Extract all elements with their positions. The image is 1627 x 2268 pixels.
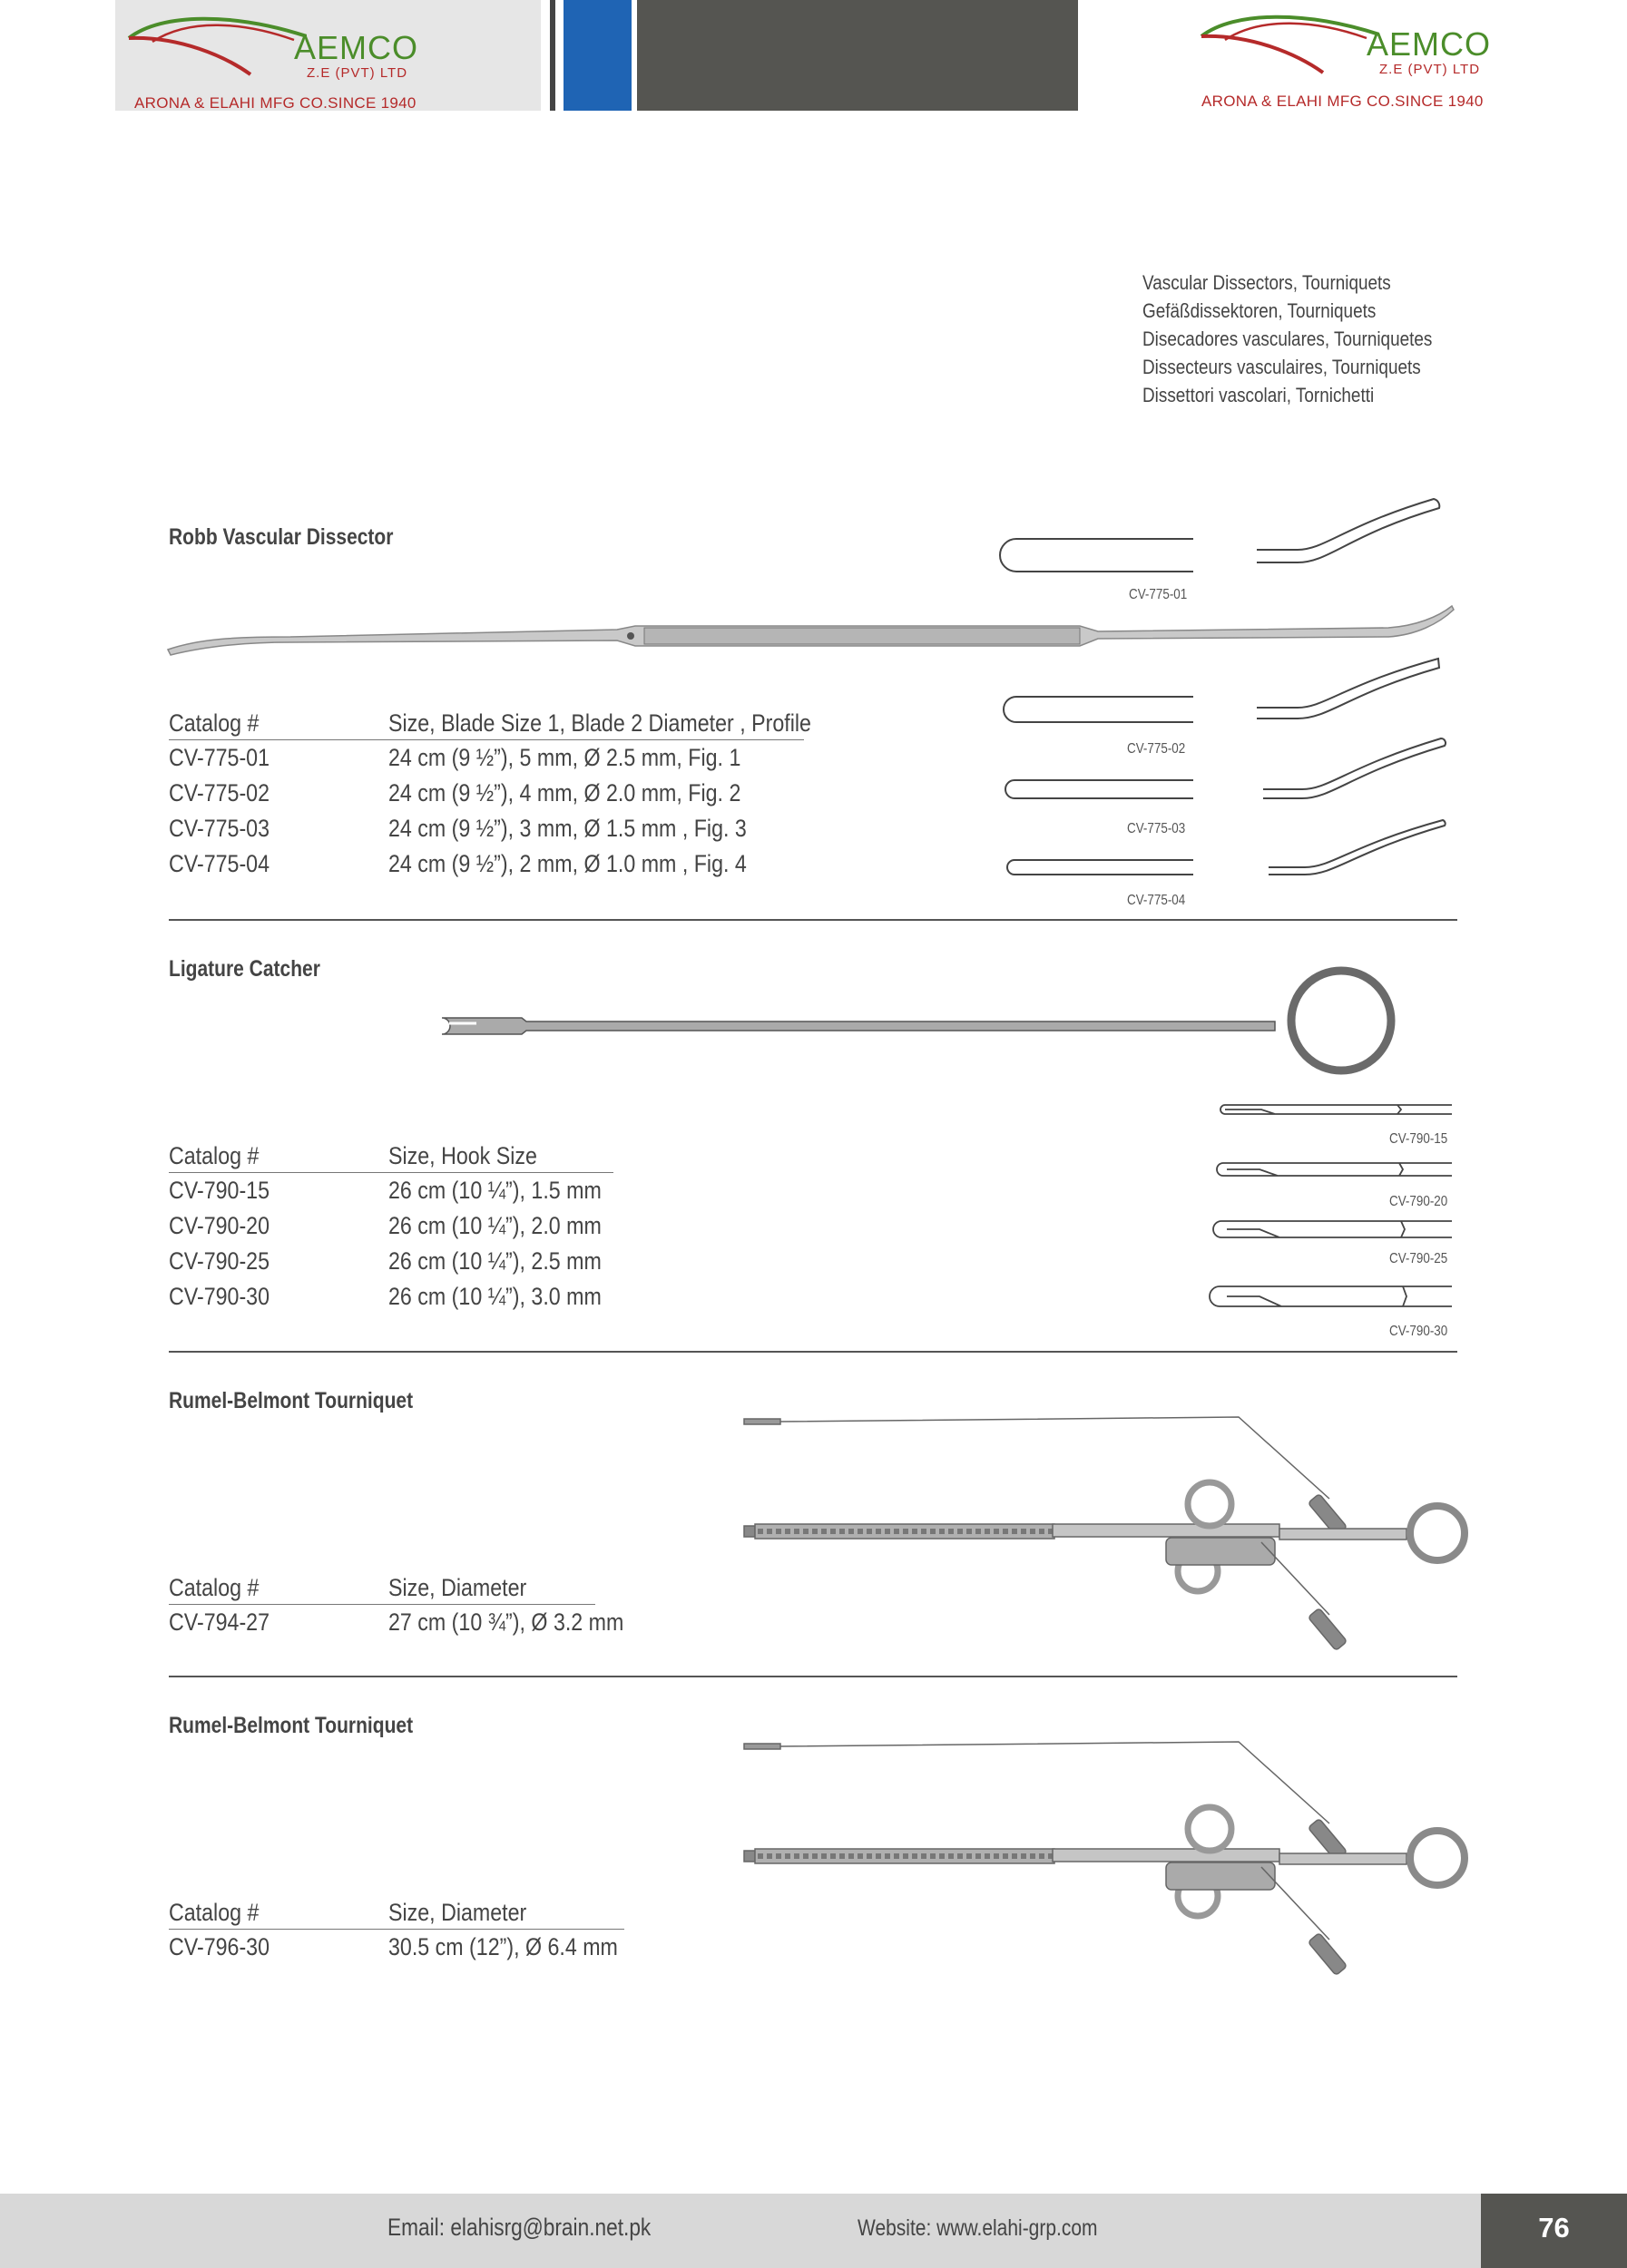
table-row [169,1244,613,1279]
leaf-logo-icon [125,9,307,82]
section-title-rumel-2: Rumel-Belmont Tourniquet [169,1713,414,1738]
header-catalog: Catalog # [169,709,260,737]
table-row [169,1208,613,1244]
header-spec: Size, Diameter [388,1899,527,1926]
spec: 26 cm (10 ¼”), 1.5 mm [388,1177,602,1204]
logo-sub: Z.E (PVT) LTD [1379,62,1481,77]
table-row [169,846,804,882]
header-spec: Size, Blade Size 1, Blade 2 Diameter , Profile [388,709,811,737]
company-logo-left [125,9,434,111]
table-row [169,1930,624,1965]
catalog-number: CV-794-27 [169,1608,270,1636]
table-header [169,1570,595,1605]
catalog-number: CV-775-03 [169,815,270,842]
spec: 27 cm (10 ¾”), Ø 3.2 mm [388,1608,624,1636]
spec: 24 cm (9 ½”), 4 mm, Ø 2.0 mm, Fig. 2 [388,779,741,807]
leaf-logo-icon [1198,7,1379,80]
header-catalog: Catalog # [169,1142,260,1169]
page-title-fr: Dissecteurs vasculaires, Tourniquets [1142,356,1421,378]
table-header [169,706,811,740]
header-blue-block [564,0,632,111]
spec: 26 cm (10 ¼”), 3.0 mm [388,1283,602,1310]
fig-label: CV-790-25 [1389,1251,1448,1266]
catalog-number: CV-775-01 [169,744,270,771]
table-row [169,811,804,846]
section-divider [169,1676,1457,1677]
catalog-number: CV-775-04 [169,850,270,877]
fig-label: CV-775-03 [1127,821,1186,836]
table-row [169,740,804,776]
footer-website[interactable]: Website: www.elahi-grp.com [858,2215,1098,2241]
page-titles [1142,269,1479,409]
header-spec: Size, Hook Size [388,1142,537,1169]
logo-tagline: ARONA & ELAHI MFG CO.SINCE 1940 [1201,93,1484,110]
table-row [169,776,804,811]
fig-label: CV-775-04 [1127,893,1186,908]
logo-name: AEMCO [294,29,419,66]
page-number-box [1481,2194,1627,2268]
rumel-1-table [169,1570,624,1640]
fig-label: CV-790-20 [1389,1194,1448,1209]
page-number: 76 [1538,2212,1570,2244]
catalog-number: CV-775-02 [169,779,270,807]
header-divider [550,0,555,111]
table-row [169,1279,613,1315]
header-spec: Size, Diameter [388,1574,527,1601]
table-header [169,1139,613,1173]
fig-label: CV-775-02 [1127,741,1186,757]
spec: 26 cm (10 ¼”), 2.5 mm [388,1247,602,1275]
spec: 24 cm (9 ½”), 5 mm, Ø 2.5 mm, Fig. 1 [388,744,741,771]
table-row [169,1605,624,1640]
robb-table [169,706,811,882]
logo-tagline: ARONA & ELAHI MFG CO.SINCE 1940 [134,94,417,112]
page-title-it: Dissettori vascolari, Tornichetti [1142,384,1375,406]
section-divider [169,919,1457,921]
spec: 30.5 cm (12”), Ø 6.4 mm [388,1933,618,1960]
catalog-number: CV-790-25 [169,1247,270,1275]
page-title-en: Vascular Dissectors, Tourniquets [1142,271,1391,294]
catalog-number: CV-790-30 [169,1283,270,1310]
spec: 24 cm (9 ½”), 2 mm, Ø 1.0 mm , Fig. 4 [388,850,747,877]
robb-profile-figures [998,490,1452,889]
table-row [169,1173,613,1208]
section-divider [169,1351,1457,1353]
footer-email[interactable]: Email: elahisrg@brain.net.pk [387,2214,652,2241]
rumel-tourniquet-image-2 [740,1731,1465,1967]
ligature-catcher-image [431,953,1465,1061]
spec: 24 cm (9 ½”), 3 mm, Ø 1.5 mm , Fig. 3 [388,815,747,842]
page-title-es: Disecadores vasculares, Tourniquetes [1142,327,1433,350]
company-logo-right [1198,7,1506,109]
section-title-rumel-1: Rumel-Belmont Tourniquet [169,1388,414,1413]
rumel-tourniquet-image-1 [740,1406,1465,1642]
header-catalog: Catalog # [169,1574,260,1601]
fig-label: CV-790-15 [1389,1131,1448,1147]
header-catalog: Catalog # [169,1899,260,1926]
section-title-robb: Robb Vascular Dissector [169,524,394,550]
catalog-number: CV-790-20 [169,1212,270,1239]
fig-label: CV-775-01 [1129,587,1188,602]
spec: 26 cm (10 ¼”), 2.0 mm [388,1212,602,1239]
header-dark-block [637,0,1078,111]
page-title-de: Gefäßdissektoren, Tourniquets [1142,299,1377,322]
ligature-table [169,1139,613,1315]
section-title-ligature: Ligature Catcher [169,956,320,982]
rumel-2-table [169,1895,624,1965]
catalog-number: CV-790-15 [169,1177,270,1204]
page-footer [0,2194,1627,2268]
table-header [169,1895,624,1930]
fig-label: CV-790-30 [1389,1324,1448,1339]
logo-name: AEMCO [1367,25,1492,63]
logo-sub: Z.E (PVT) LTD [307,65,408,81]
catalog-number: CV-796-30 [169,1933,270,1960]
header-gray-block [444,0,541,111]
